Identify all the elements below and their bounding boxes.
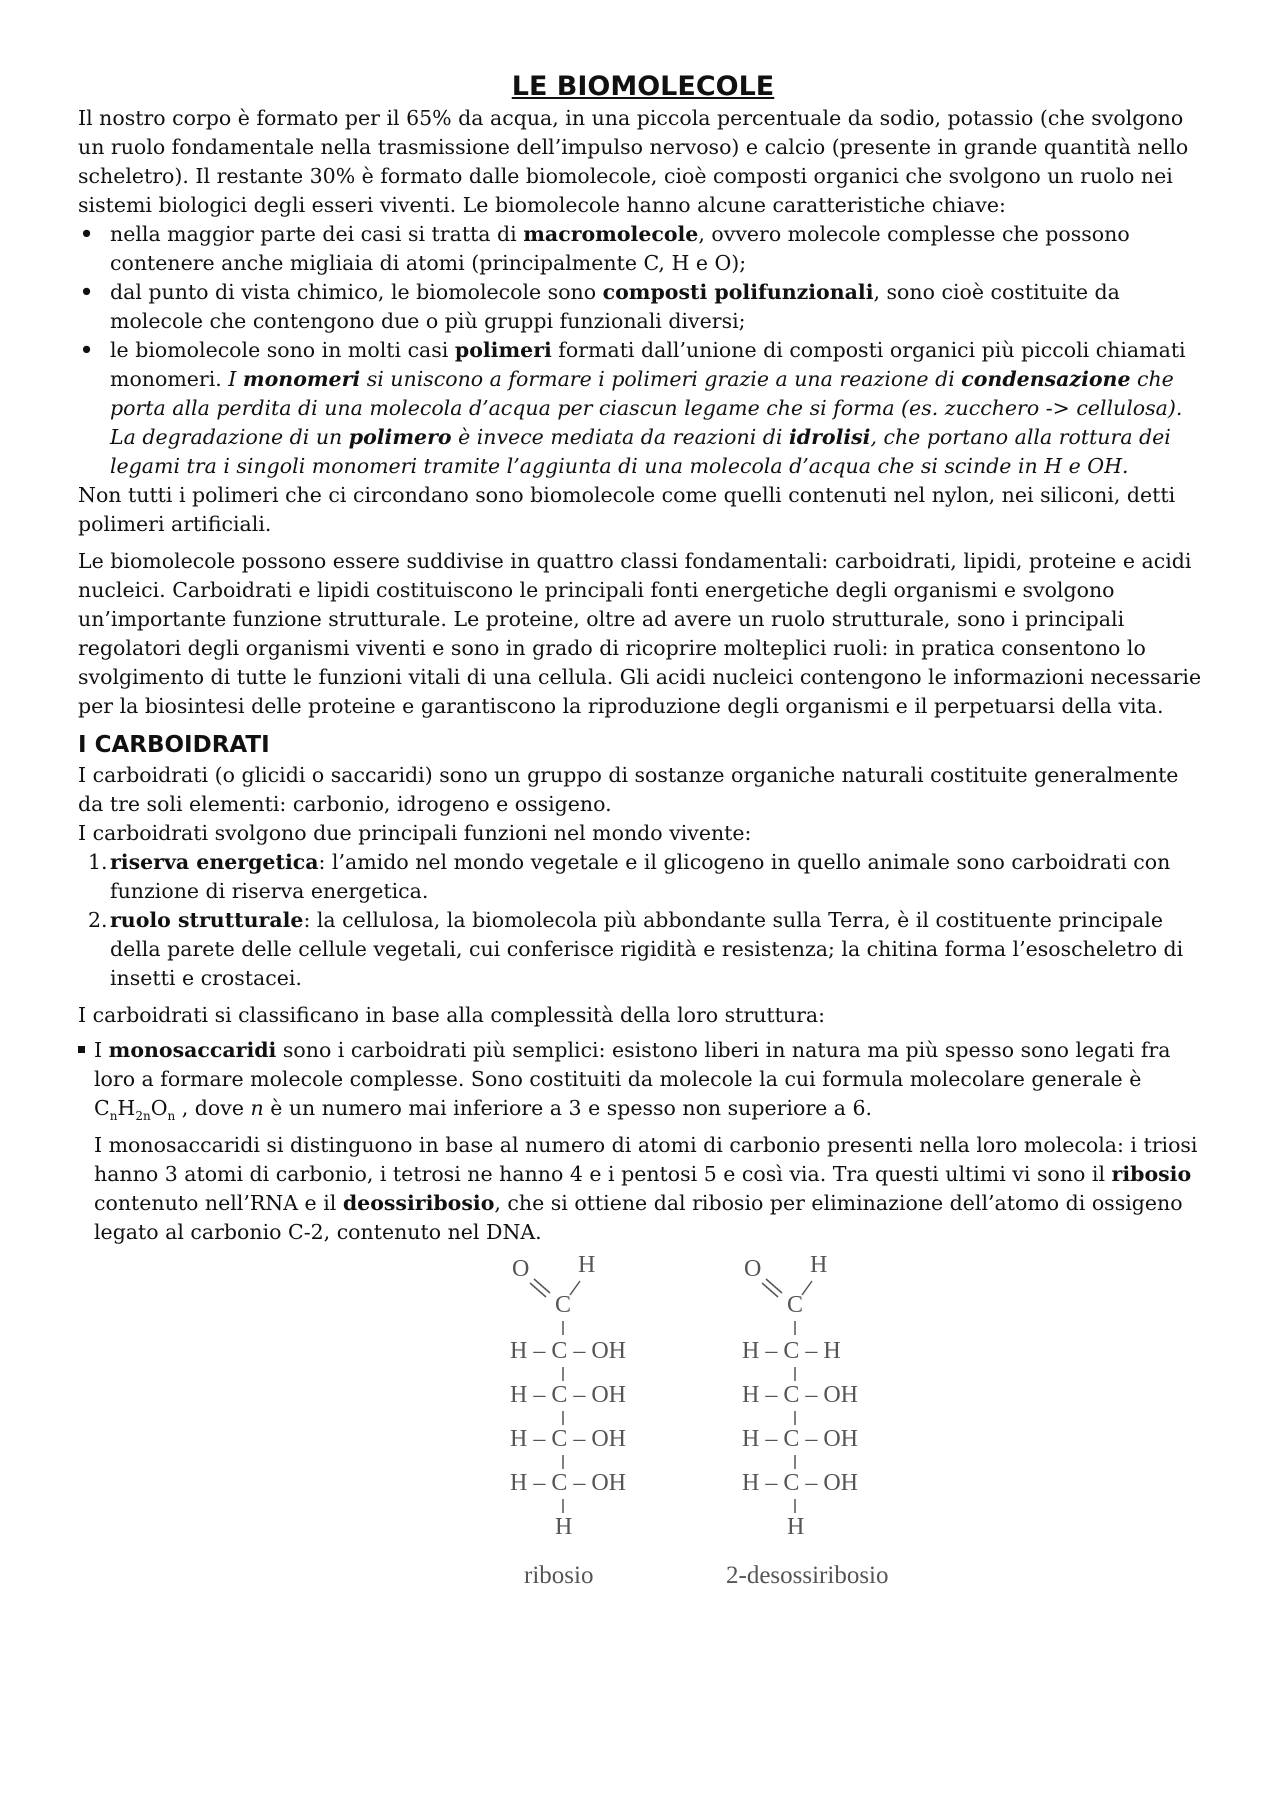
hydrogen-atom: H xyxy=(555,1514,573,1540)
carbo-functions-intro: I carboidrati svolgono due principali funzioni nel mondo vivente: xyxy=(78,821,752,845)
bullet-icon: • xyxy=(80,338,94,362)
carbon-atom: C xyxy=(555,1292,572,1318)
carbon-atom: C xyxy=(787,1292,804,1318)
hydrogen-atom: H xyxy=(578,1252,596,1278)
bullet-icon: • xyxy=(80,222,94,246)
structures-figure xyxy=(78,1252,1208,1615)
functions-list xyxy=(78,848,1208,993)
general-formula: $C_nH_{2n}O_n$ xyxy=(94,1096,176,1124)
document-page xyxy=(78,70,1208,1615)
list-item: • dal punto di vista chimico, le biomolecole sono composti polifunzionali, sono cioè costituite da molecole che contengono due o più gruppi funzionali diversi; xyxy=(80,280,1120,333)
list-item: I monosaccaridi sono i carboidrati più semplici: esistono liberi in natura ma più spesso sono legati fra loro a formare molecole complesse. Sono costituiti da molecole la cui formula molecolare generale è $C_nH_{2n}O_n$ , dove n è un numero mai inferiore a 3 e spesso non superiore a 6. xyxy=(78,1036,1208,1123)
intro-paragraph: Il nostro corpo è formato per il 65% da acqua, in una piccola percentuale da sodio, potassio (che svolgono un ruolo fondamentale nella trasmissione dell’impulso nervoso) e calcio (presente in grande quantità nello scheletro). Il restante 30% è formato dalle biomolecole, cioè composti organici che svolgono un ruolo nei sistemi biologici degli esseri viventi. Le biomolecole hanno alcune caratteristiche chiave: xyxy=(78,106,1189,217)
deoxyribose-caption: 2-desossiribosio xyxy=(726,1562,889,1589)
list-item: • nella maggior parte dei casi si tratta di macromolecole, ovvero molecole complesse che possono contenere anche migliaia di atomi (principalmente C, H e O); xyxy=(80,222,1130,275)
chain-row: H – C – OH xyxy=(742,1470,859,1496)
chain-row: H – C – OH xyxy=(510,1382,627,1408)
oxygen-atom: O xyxy=(512,1256,530,1282)
chain-row: H – C – OH xyxy=(510,1470,627,1496)
oxygen-atom: O xyxy=(744,1256,762,1282)
chain-row: H – C – H xyxy=(742,1338,841,1364)
list-item: 1. riserva energetica: l’amido nel mondo vegetale e il glicogeno in quello animale sono carboidrati con funzione di riserva energetica. xyxy=(88,850,1171,903)
features-list xyxy=(78,220,1208,481)
chain-row: H – C – OH xyxy=(510,1338,627,1364)
chain-row: H – C – OH xyxy=(510,1426,627,1452)
monosaccharides-paragraph: I monosaccaridi si distinguono in base al numero di atomi di carbonio presenti nella loro molecola: i triosi hanno 3 atomi di carbonio, i tetrosi ne hanno 4 e i pentosi 5 e così via. Tra questi ultimi vi sono il ribosio contenuto nell’RNA e il deossiribosio, che si ottiene dal ribosio per eliminazione dell’atomo di ossigeno legato al carbonio C-2, contenuto nel DNA. xyxy=(94,1133,1198,1244)
polymers-note: Non tutti i polimeri che ci circondano sono biomolecole come quelli contenuti nel nylon, nei siliconi, detti polimeri artificiali. xyxy=(78,483,1176,536)
square-bullet-icon xyxy=(78,1046,85,1053)
chain-row: H – C – OH xyxy=(742,1426,859,1452)
list-item: 2. ruolo strutturale: la cellulosa, la biomolecola più abbondante sulla Terra, è il costituente principale della parete delle cellule vegetali, cui conferisce rigidità e resistenza; la chitina forma l’esoscheletro di insetti e crostacei. xyxy=(88,908,1184,990)
page-title: LE BIOMOLECOLE xyxy=(511,71,775,102)
classification-intro: I carboidrati si classificano in base alla complessità della loro struttura: xyxy=(78,1003,826,1027)
list-item: • le biomolecole sono in molti casi polimeri formati dall’unione di composti organici più piccoli chiamati monomeri. I monomeri si uniscono a formare i polimeri grazie a una reazione di condensazione che porta alla perdita di una molecola d’acqua per ciascun legame che si forma (es. zucchero -> cellulosa). La degradazione di un polimero è invece mediata da reazioni di idrolisi, che portano alla rottura dei legami tra i singoli monomeri tramite l’aggiunta di una molecola d’acqua che si scinde in H e OH. xyxy=(80,338,1186,478)
classification-list xyxy=(78,1036,1208,1123)
chain-row: H – C – OH xyxy=(742,1382,859,1408)
carbo-definition: I carboidrati (o glicidi o saccaridi) sono un gruppo di sostanze organiche naturali costituite generalmente da tre soli elementi: carbonio, idrogeno e ossigeno. xyxy=(78,763,1179,816)
classes-paragraph: Le biomolecole possono essere suddivise in quattro classi fondamentali: carboidrati, lipidi, proteine e acidi nucleici. Carboidrati e lipidi costituiscono le principali fonti energetiche degli organismi e svolgono un’importante funzione strutturale. Le proteine, oltre ad avere un ruolo strutturale, sono i principali regolatori degli organismi viventi e sono in grado di ricoprire molteplici ruoli: in pratica consentono lo svolgimento di tutte le funzioni vitali di una cellula. Gli acidi nucleici contengono le informazioni necessarie per la biosintesi delle proteine e garantiscono la riproduzione degli organismi e il perpetuarsi della vita. xyxy=(78,549,1202,718)
hydrogen-atom: H xyxy=(787,1514,805,1540)
bullet-icon: • xyxy=(80,280,94,304)
ribose-caption: ribosio xyxy=(524,1562,594,1589)
hydrogen-atom: H xyxy=(810,1252,828,1278)
section-heading: I CARBOIDRATI xyxy=(78,732,270,758)
